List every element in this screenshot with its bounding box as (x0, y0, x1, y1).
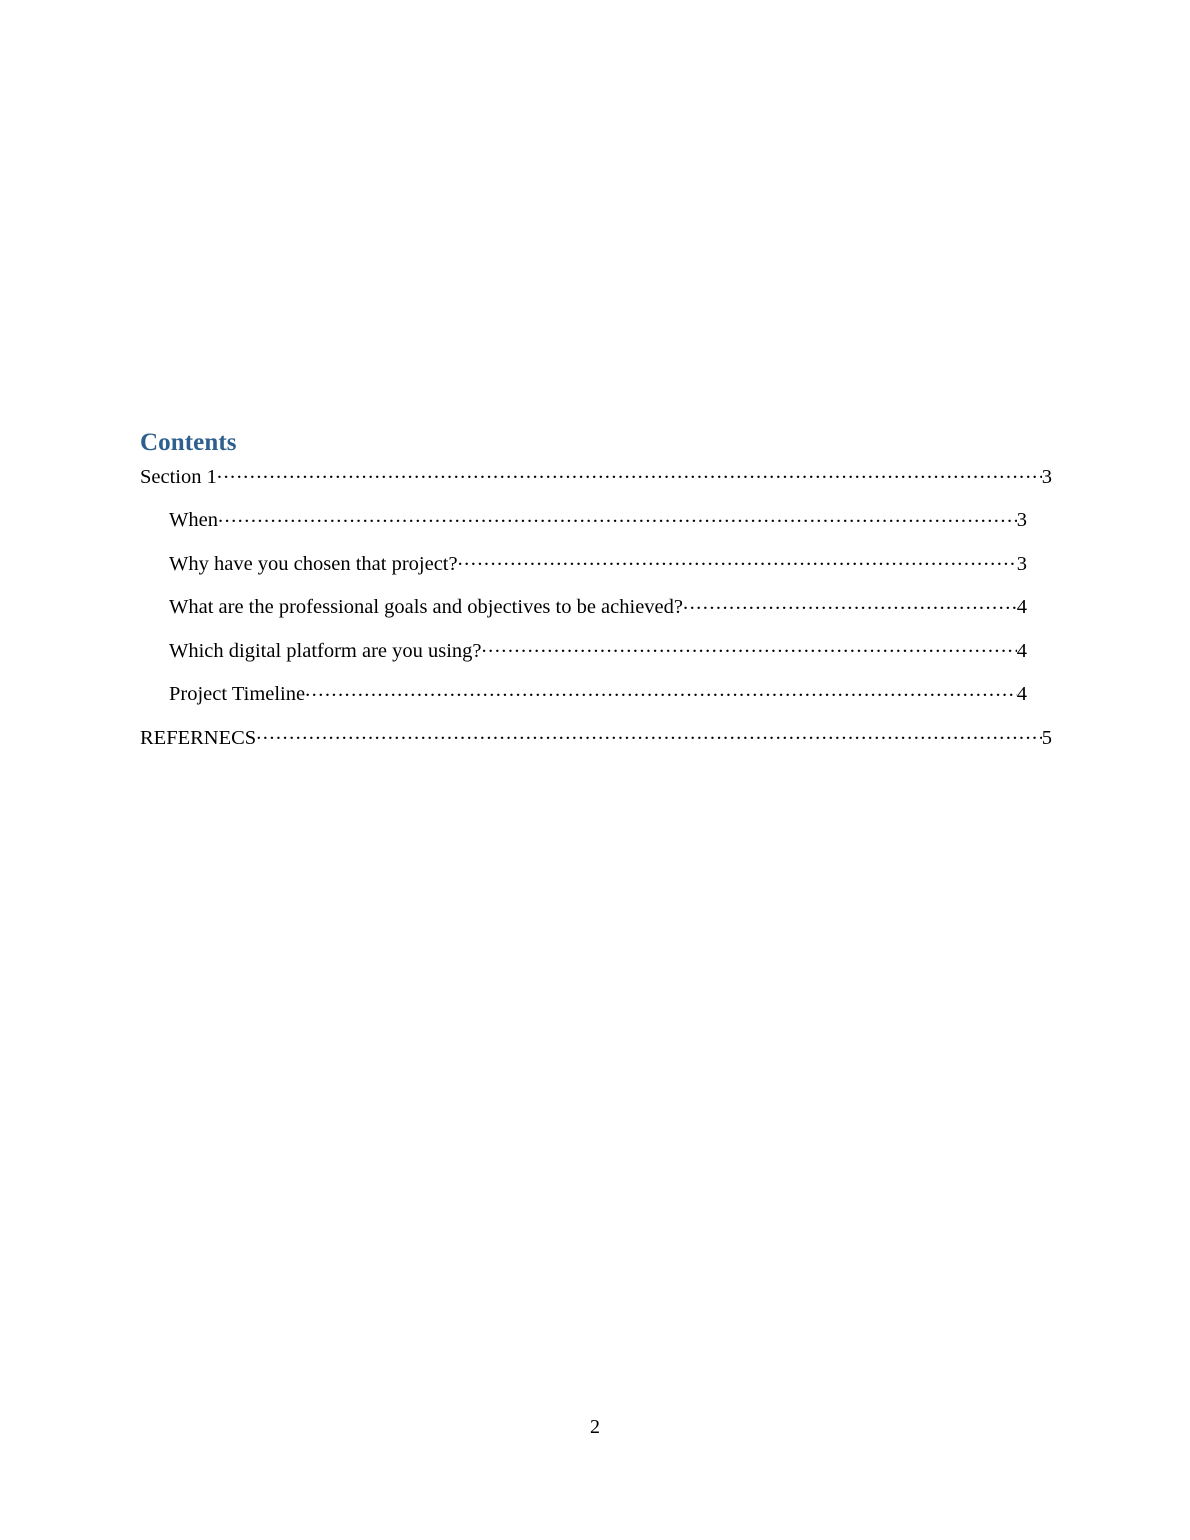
toc-entry-why-have-you-chosen-that-project[interactable] (169, 549, 1027, 575)
toc-entry-list (140, 462, 1052, 749)
toc-entry-page-number: 3 (1016, 552, 1027, 575)
toc-entry-page-number: 4 (1016, 639, 1027, 662)
toc-entry-label: Why have you chosen that project? (169, 552, 458, 575)
toc-entry-page-number: 4 (1016, 683, 1027, 705)
toc-entry-label: Section 1 (140, 465, 217, 488)
toc-entry-page-number: 4 (1016, 596, 1027, 618)
toc-entry-refernecs[interactable] (140, 723, 1052, 749)
toc-entry-label: Which digital platform are you using? (169, 639, 482, 662)
table-of-contents (140, 428, 1052, 749)
toc-dot-leader (683, 593, 1017, 614)
toc-dot-leader (218, 506, 1017, 527)
toc-entry-section-1[interactable] (140, 462, 1052, 488)
toc-entry-label: When (169, 509, 218, 531)
toc-entry-page-number: 3 (1041, 465, 1052, 488)
page-title: Contents (140, 429, 237, 456)
toc-entry-page-number: 3 (1016, 509, 1027, 531)
toc-dot-leader (305, 680, 1017, 701)
toc-entry-page-number: 5 (1041, 726, 1052, 749)
toc-entry-which-digital-platform-are-you-using[interactable] (169, 636, 1027, 662)
footer-page-number: 2 (590, 1416, 600, 1438)
toc-dot-leader (482, 636, 1017, 657)
toc-entry-professional-goals-and-objectives[interactable] (169, 593, 1027, 619)
toc-entry-label: REFERNECS (140, 726, 257, 749)
toc-entry-when[interactable] (169, 506, 1027, 532)
toc-dot-leader (256, 723, 1042, 744)
toc-entry-project-timeline[interactable] (169, 680, 1027, 706)
toc-entry-label: What are the professional goals and objectives to be achieved? (169, 596, 684, 618)
toc-dot-leader (217, 462, 1042, 483)
toc-entry-label: Project Timeline (169, 683, 306, 705)
toc-dot-leader (458, 549, 1017, 570)
